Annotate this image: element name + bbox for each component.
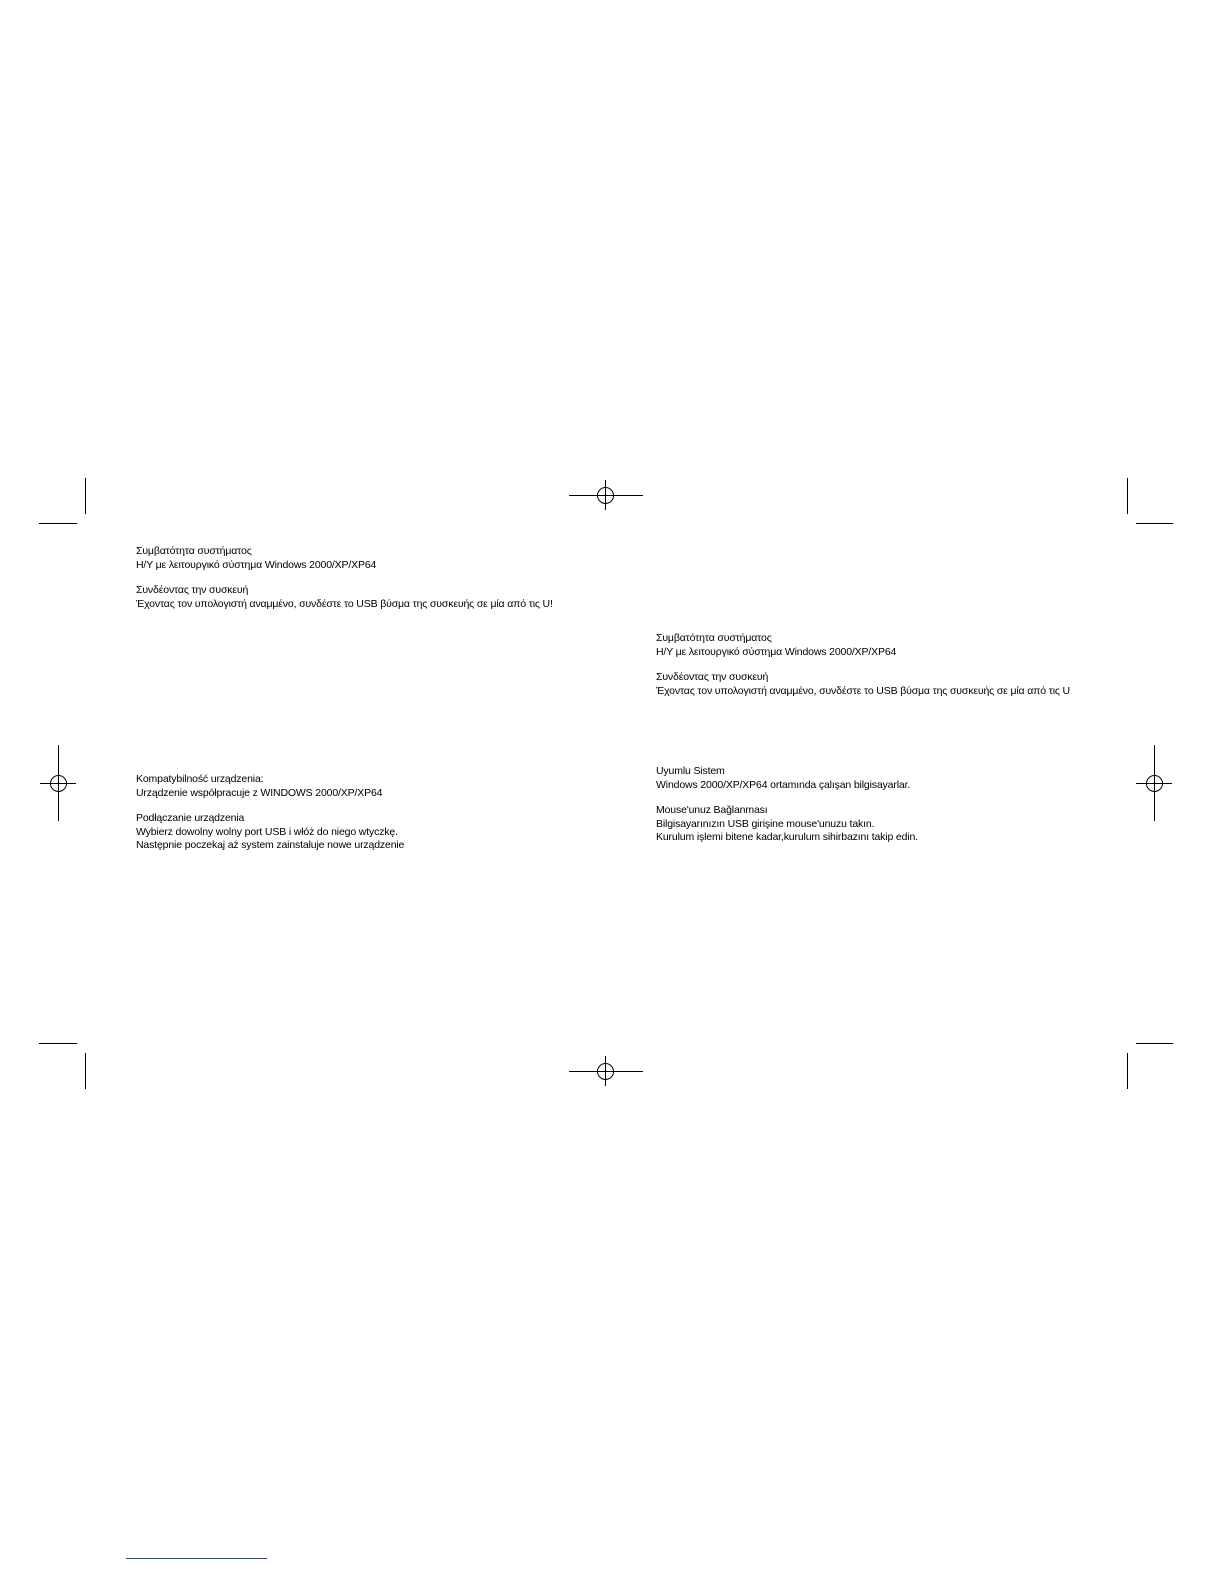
registration-mark-left-circle xyxy=(50,775,67,792)
turkish-section xyxy=(656,765,976,845)
greek-text-compatibility: Η/Υ με λειτουργικό σύστημα Windows 2000/XP/XP64 xyxy=(136,558,377,571)
turkish-text-connecting-1: Bilgisayarınızın USB girişine mouse'unuzu takın. xyxy=(656,817,875,830)
turkish-text-compatibility: Windows 2000/XP/XP64 ortamında çalışan bilgisayarlar. xyxy=(656,778,911,791)
polish-text-connecting-2: Następnie poczekaj aż system zainstaluje nowe urządzenie xyxy=(136,839,405,851)
crop-mark-bottom-right-vertical xyxy=(1127,1053,1128,1089)
turkish-heading-connecting: Mouse'unuz Bağlanması xyxy=(656,804,768,816)
paragraph-spacer xyxy=(656,659,1106,671)
greek-heading-connecting: Συνδέοντας την συσκευή xyxy=(136,584,249,596)
greek-text-compatibility: Η/Υ με λειτουργικό σύστημα Windows 2000/XP/XP64 xyxy=(656,645,897,658)
polish-section xyxy=(136,773,436,853)
polish-text-connecting-1: Wybierz dowolny wolny port USB i włóż do niego wtyczkę. xyxy=(136,825,398,838)
crop-mark-bottom-right-horizontal xyxy=(1136,1043,1173,1044)
paragraph-spacer xyxy=(136,800,436,812)
registration-mark-bottom-circle xyxy=(597,1063,614,1080)
registration-mark-top-circle xyxy=(597,487,614,504)
crop-mark-top-right-horizontal xyxy=(1136,523,1173,524)
crop-mark-bottom-left-vertical xyxy=(85,1053,86,1089)
greek-heading-connecting: Συνδέοντας την συσκευή xyxy=(656,671,769,683)
greek-text-connecting: Έχοντας τον υπολογιστή αναμμένο, συνδέστε το USB βύσμα της συσκευής σε μία από τις U! xyxy=(136,597,553,610)
paragraph-spacer xyxy=(136,572,586,584)
turkish-heading-compatibility: Uyumlu Sistem xyxy=(656,765,725,777)
greek-heading-compatibility: Συμβατότητα συστήματος xyxy=(656,632,772,644)
crop-mark-top-left-horizontal xyxy=(39,523,77,524)
bottom-link-underline xyxy=(126,1558,267,1559)
polish-text-compatibility: Urządzenie współpracuje z WINDOWS 2000/XP/XP64 xyxy=(136,786,383,799)
crop-mark-top-left-vertical xyxy=(85,478,86,514)
polish-heading-compatibility: Kompatybilność urządzenia: xyxy=(136,773,264,785)
greek-section-right xyxy=(656,632,1106,698)
crop-mark-top-right-vertical xyxy=(1127,478,1128,514)
greek-heading-compatibility: Συμβατότητα συστήματος xyxy=(136,545,252,557)
registration-mark-right-circle xyxy=(1146,775,1163,792)
turkish-text-connecting-2: Kurulum işlemi bitene kadar,kurulum sihirbazını takip edin. xyxy=(656,831,918,843)
polish-heading-connecting: Podłączanie urządzenia xyxy=(136,812,245,824)
crop-mark-bottom-left-horizontal xyxy=(39,1043,77,1044)
greek-section-left xyxy=(136,545,586,611)
paragraph-spacer xyxy=(656,792,976,804)
greek-text-connecting: Έχοντας τον υπολογιστή αναμμένο, συνδέστε το USB βύσμα της συσκευής σε μία από τις U xyxy=(656,684,1070,697)
